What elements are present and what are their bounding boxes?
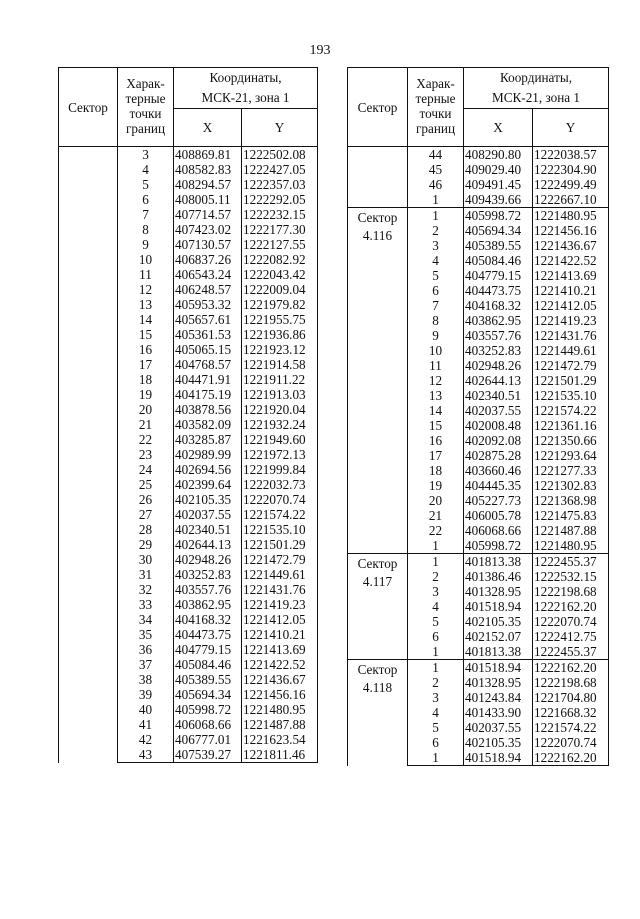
point-cell: 35	[118, 627, 174, 642]
point-cell: 33	[118, 597, 174, 612]
point-cell: 5	[408, 614, 464, 629]
point-cell: 11	[118, 267, 174, 282]
y-cell: 1221422.52	[242, 657, 318, 672]
point-cell: 43	[118, 747, 174, 763]
x-cell: 404768.57	[174, 357, 242, 372]
y-cell: 1222127.55	[242, 237, 318, 252]
x-cell: 407423.02	[174, 222, 242, 237]
y-cell: 1221472.79	[533, 358, 609, 373]
y-cell: 1221487.88	[533, 523, 609, 538]
y-cell: 1222667.10	[533, 192, 609, 208]
y-cell: 1222162.20	[533, 599, 609, 614]
y-cell: 1221487.88	[242, 717, 318, 732]
point-cell: 4	[408, 599, 464, 614]
y-cell: 1222412.75	[533, 629, 609, 644]
x-cell: 403862.95	[464, 313, 533, 328]
x-cell: 404168.32	[174, 612, 242, 627]
header-x: X	[464, 109, 533, 147]
y-cell: 1222532.15	[533, 569, 609, 584]
point-cell: 37	[118, 657, 174, 672]
x-cell: 401328.95	[464, 675, 533, 690]
point-cell: 21	[408, 508, 464, 523]
sector-cell	[348, 660, 408, 766]
x-cell: 404473.75	[464, 283, 533, 298]
x-cell: 405998.72	[464, 208, 533, 224]
point-cell: 32	[118, 582, 174, 597]
y-cell: 1222082.92	[242, 252, 318, 267]
y-cell: 1221412.05	[242, 612, 318, 627]
sector-cell	[348, 208, 408, 554]
point-cell: 1	[408, 660, 464, 676]
x-cell: 403557.76	[464, 328, 533, 343]
x-cell: 407714.57	[174, 207, 242, 222]
y-cell: 1221302.83	[533, 478, 609, 493]
point-cell: 22	[408, 523, 464, 538]
point-cell: 7	[408, 298, 464, 313]
y-cell: 1222455.37	[533, 554, 609, 570]
y-cell: 1221410.21	[533, 283, 609, 298]
x-cell: 408005.11	[174, 192, 242, 207]
x-cell: 401386.46	[464, 569, 533, 584]
y-cell: 1221456.16	[242, 687, 318, 702]
point-cell: 12	[408, 373, 464, 388]
header-char-line: Харак-	[416, 76, 455, 92]
y-cell: 1221911.22	[242, 372, 318, 387]
header-char-line: Харак-	[126, 76, 165, 92]
point-cell: 40	[118, 702, 174, 717]
x-cell: 402989.99	[174, 447, 242, 462]
header-coord-line: МСК-21, зона 1	[201, 90, 290, 105]
y-cell: 1221480.95	[533, 208, 609, 224]
y-cell: 1221811.46	[242, 747, 318, 763]
x-cell: 401518.94	[464, 750, 533, 766]
point-cell: 27	[118, 507, 174, 522]
y-cell: 1221574.22	[242, 507, 318, 522]
header-char-line: точки	[419, 106, 452, 121]
x-cell: 405084.46	[464, 253, 533, 268]
x-cell: 402105.35	[174, 492, 242, 507]
point-cell: 4	[408, 705, 464, 720]
x-cell: 405065.15	[174, 342, 242, 357]
y-cell: 1221436.67	[533, 238, 609, 253]
point-cell: 16	[408, 433, 464, 448]
x-cell: 402340.51	[464, 388, 533, 403]
x-cell: 405227.73	[464, 493, 533, 508]
header-sector: Сектор	[348, 68, 408, 147]
y-cell: 1221574.22	[533, 403, 609, 418]
point-cell: 26	[118, 492, 174, 507]
point-cell: 17	[408, 448, 464, 463]
y-cell: 1221979.82	[242, 297, 318, 312]
header-coord-line: Координаты,	[209, 70, 282, 85]
x-cell: 402008.48	[464, 418, 533, 433]
y-cell: 1221936.86	[242, 327, 318, 342]
x-cell: 406005.78	[464, 508, 533, 523]
header-sector: Сектор	[59, 68, 118, 147]
y-cell: 1222162.20	[533, 750, 609, 766]
x-cell: 404473.75	[174, 627, 242, 642]
y-cell: 1222162.20	[533, 660, 609, 676]
point-cell: 3	[408, 690, 464, 705]
x-cell: 402037.55	[464, 403, 533, 418]
x-cell: 405657.61	[174, 312, 242, 327]
point-cell: 1	[408, 554, 464, 570]
y-cell: 1222070.74	[533, 614, 609, 629]
x-cell: 403582.09	[174, 417, 242, 432]
x-cell: 401813.38	[464, 644, 533, 660]
sector-cell	[59, 147, 118, 763]
y-cell: 1222427.05	[242, 162, 318, 177]
sector-name-line: Сектор	[357, 210, 398, 225]
y-cell: 1222043.42	[242, 267, 318, 282]
x-cell: 405694.34	[174, 687, 242, 702]
x-cell: 408582.83	[174, 162, 242, 177]
y-cell: 1222455.37	[533, 644, 609, 660]
x-cell: 408869.81	[174, 147, 242, 163]
point-cell: 34	[118, 612, 174, 627]
y-cell: 1222499.49	[533, 177, 609, 192]
point-cell: 14	[118, 312, 174, 327]
header-characteristic-points	[408, 68, 464, 147]
point-cell: 6	[408, 283, 464, 298]
x-cell: 402644.13	[464, 373, 533, 388]
x-cell: 405694.34	[464, 223, 533, 238]
table-body-right	[348, 147, 609, 766]
point-cell: 4	[118, 162, 174, 177]
x-cell: 406068.66	[174, 717, 242, 732]
x-cell: 402948.26	[464, 358, 533, 373]
y-cell: 1221923.12	[242, 342, 318, 357]
point-cell: 7	[118, 207, 174, 222]
point-cell: 13	[408, 388, 464, 403]
x-cell: 401328.95	[464, 584, 533, 599]
point-cell: 16	[118, 342, 174, 357]
point-cell: 12	[118, 282, 174, 297]
point-cell: 44	[408, 147, 464, 163]
y-cell: 1221913.03	[242, 387, 318, 402]
x-cell: 408290.80	[464, 147, 533, 163]
point-cell: 4	[408, 253, 464, 268]
point-cell: 2	[408, 675, 464, 690]
point-cell: 6	[408, 735, 464, 750]
x-cell: 402037.55	[174, 507, 242, 522]
table-row	[348, 554, 609, 570]
x-cell: 406777.01	[174, 732, 242, 747]
x-cell: 403285.87	[174, 432, 242, 447]
y-cell: 1221914.58	[242, 357, 318, 372]
point-cell: 19	[408, 478, 464, 493]
y-cell: 1222070.74	[533, 735, 609, 750]
sector-name-line: Сектор	[357, 556, 398, 571]
x-cell: 401813.38	[464, 554, 533, 570]
y-cell: 1221277.33	[533, 463, 609, 478]
x-cell: 407539.27	[174, 747, 242, 763]
table-body-left	[59, 147, 318, 763]
x-cell: 406837.26	[174, 252, 242, 267]
point-cell: 18	[118, 372, 174, 387]
point-cell: 2	[408, 569, 464, 584]
x-cell: 404779.15	[174, 642, 242, 657]
point-cell: 30	[118, 552, 174, 567]
x-cell: 406068.66	[464, 523, 533, 538]
point-cell: 10	[118, 252, 174, 267]
point-cell: 6	[118, 192, 174, 207]
point-cell: 5	[118, 177, 174, 192]
point-cell: 41	[118, 717, 174, 732]
point-cell: 1	[408, 750, 464, 766]
coordinates-table-right	[347, 67, 609, 766]
point-cell: 23	[118, 447, 174, 462]
header-y: Y	[242, 109, 318, 147]
table-row	[348, 208, 609, 224]
y-cell: 1221419.23	[242, 597, 318, 612]
sector-cell	[348, 147, 408, 208]
x-cell: 404175.19	[174, 387, 242, 402]
x-cell: 405953.32	[174, 297, 242, 312]
y-cell: 1222177.30	[242, 222, 318, 237]
x-cell: 404779.15	[464, 268, 533, 283]
x-cell: 401433.90	[464, 705, 533, 720]
sector-cell	[348, 554, 408, 660]
point-cell: 3	[408, 238, 464, 253]
point-cell: 20	[118, 402, 174, 417]
x-cell: 402037.55	[464, 720, 533, 735]
y-cell: 1221449.61	[242, 567, 318, 582]
header-coordinates	[174, 68, 318, 109]
y-cell: 1221920.04	[242, 402, 318, 417]
x-cell: 404471.91	[174, 372, 242, 387]
point-cell: 3	[408, 584, 464, 599]
point-cell: 20	[408, 493, 464, 508]
y-cell: 1221535.10	[242, 522, 318, 537]
point-cell: 45	[408, 162, 464, 177]
coordinates-table-left	[58, 67, 318, 763]
x-cell: 409439.66	[464, 192, 533, 208]
point-cell: 38	[118, 672, 174, 687]
table-row	[59, 147, 318, 163]
point-cell: 28	[118, 522, 174, 537]
y-cell: 1221932.24	[242, 417, 318, 432]
x-cell: 402399.64	[174, 477, 242, 492]
point-cell: 13	[118, 297, 174, 312]
x-cell: 401518.94	[464, 599, 533, 614]
point-cell: 3	[118, 147, 174, 163]
point-cell: 1	[408, 192, 464, 208]
y-cell: 1221949.60	[242, 432, 318, 447]
x-cell: 403862.95	[174, 597, 242, 612]
y-cell: 1221431.76	[242, 582, 318, 597]
point-cell: 6	[408, 629, 464, 644]
point-cell: 17	[118, 357, 174, 372]
point-cell: 15	[118, 327, 174, 342]
x-cell: 402694.56	[174, 462, 242, 477]
x-cell: 402092.08	[464, 433, 533, 448]
x-cell: 403252.83	[174, 567, 242, 582]
x-cell: 402948.26	[174, 552, 242, 567]
y-cell: 1222032.73	[242, 477, 318, 492]
header-char-line: границ	[125, 120, 166, 136]
x-cell: 405998.72	[464, 538, 533, 554]
sector-name-line: Сектор	[357, 662, 398, 677]
y-cell: 1221361.16	[533, 418, 609, 433]
point-cell: 15	[408, 418, 464, 433]
table-row	[348, 660, 609, 676]
y-cell: 1221704.80	[533, 690, 609, 705]
point-cell: 1	[408, 644, 464, 660]
y-cell: 1221412.05	[533, 298, 609, 313]
x-cell: 407130.57	[174, 237, 242, 252]
point-cell: 42	[118, 732, 174, 747]
y-cell: 1221449.61	[533, 343, 609, 358]
x-cell: 402105.35	[464, 735, 533, 750]
point-cell: 14	[408, 403, 464, 418]
point-cell: 10	[408, 343, 464, 358]
header-coordinates	[464, 68, 609, 109]
x-cell: 403878.56	[174, 402, 242, 417]
x-cell: 403252.83	[464, 343, 533, 358]
x-cell: 402340.51	[174, 522, 242, 537]
y-cell: 1221413.69	[242, 642, 318, 657]
y-cell: 1221623.54	[242, 732, 318, 747]
x-cell: 406248.57	[174, 282, 242, 297]
point-cell: 9	[118, 237, 174, 252]
point-cell: 8	[118, 222, 174, 237]
x-cell: 406543.24	[174, 267, 242, 282]
y-cell: 1221501.29	[242, 537, 318, 552]
x-cell: 402105.35	[464, 614, 533, 629]
x-cell: 402644.13	[174, 537, 242, 552]
header-char-line: терные	[125, 91, 166, 107]
point-cell: 46	[408, 177, 464, 192]
y-cell: 1221472.79	[242, 552, 318, 567]
y-cell: 1221668.32	[533, 705, 609, 720]
x-cell: 404445.35	[464, 478, 533, 493]
point-cell: 11	[408, 358, 464, 373]
y-cell: 1221419.23	[533, 313, 609, 328]
header-char-line: терные	[415, 91, 456, 107]
x-cell: 401518.94	[464, 660, 533, 676]
y-cell: 1222009.04	[242, 282, 318, 297]
y-cell: 1222198.68	[533, 675, 609, 690]
point-cell: 25	[118, 477, 174, 492]
table-row	[348, 147, 609, 163]
x-cell: 405389.55	[464, 238, 533, 253]
point-cell: 18	[408, 463, 464, 478]
point-cell: 1	[408, 208, 464, 224]
header-coord-line: Координаты,	[499, 70, 572, 85]
point-cell: 31	[118, 567, 174, 582]
y-cell: 1221436.67	[242, 672, 318, 687]
header-characteristic-points	[118, 68, 174, 147]
y-cell: 1222502.08	[242, 147, 318, 163]
header-coord-line: МСК-21, зона 1	[491, 90, 581, 105]
point-cell: 24	[118, 462, 174, 477]
y-cell: 1222304.90	[533, 162, 609, 177]
header-y: Y	[533, 109, 609, 147]
x-cell: 403557.76	[174, 582, 242, 597]
x-cell: 409491.45	[464, 177, 533, 192]
point-cell: 22	[118, 432, 174, 447]
x-cell: 409029.40	[464, 162, 533, 177]
x-cell: 403660.46	[464, 463, 533, 478]
header-char-line: точки	[129, 106, 162, 121]
y-cell: 1221999.84	[242, 462, 318, 477]
y-cell: 1221350.66	[533, 433, 609, 448]
x-cell: 405084.46	[174, 657, 242, 672]
x-cell: 405998.72	[174, 702, 242, 717]
y-cell: 1222070.74	[242, 492, 318, 507]
y-cell: 1221535.10	[533, 388, 609, 403]
y-cell: 1221413.69	[533, 268, 609, 283]
y-cell: 1221955.75	[242, 312, 318, 327]
point-cell: 21	[118, 417, 174, 432]
y-cell: 1221475.83	[533, 508, 609, 523]
page-number: 193	[309, 43, 331, 58]
y-cell: 1221456.16	[533, 223, 609, 238]
y-cell: 1221574.22	[533, 720, 609, 735]
y-cell: 1221422.52	[533, 253, 609, 268]
y-cell: 1222357.03	[242, 177, 318, 192]
y-cell: 1221410.21	[242, 627, 318, 642]
point-cell: 1	[408, 538, 464, 554]
y-cell: 1221293.64	[533, 448, 609, 463]
header-char-line: границ	[415, 120, 456, 136]
x-cell: 404168.32	[464, 298, 533, 313]
y-cell: 1222198.68	[533, 584, 609, 599]
y-cell: 1221480.95	[242, 702, 318, 717]
sector-name-line: 4.118	[362, 680, 393, 695]
point-cell: 29	[118, 537, 174, 552]
point-cell: 9	[408, 328, 464, 343]
x-cell: 405389.55	[174, 672, 242, 687]
y-cell: 1221501.29	[533, 373, 609, 388]
sector-name-line: 4.117	[362, 574, 393, 589]
y-cell: 1221368.98	[533, 493, 609, 508]
y-cell: 1222292.05	[242, 192, 318, 207]
point-cell: 39	[118, 687, 174, 702]
point-cell: 5	[408, 720, 464, 735]
y-cell: 1221972.13	[242, 447, 318, 462]
point-cell: 2	[408, 223, 464, 238]
y-cell: 1221431.76	[533, 328, 609, 343]
x-cell: 408294.57	[174, 177, 242, 192]
x-cell: 402875.28	[464, 448, 533, 463]
y-cell: 1222232.15	[242, 207, 318, 222]
header-x: X	[174, 109, 242, 147]
point-cell: 19	[118, 387, 174, 402]
y-cell: 1222038.57	[533, 147, 609, 163]
point-cell: 8	[408, 313, 464, 328]
x-cell: 405361.53	[174, 327, 242, 342]
y-cell: 1221480.95	[533, 538, 609, 554]
sector-name-line: 4.116	[362, 228, 393, 243]
point-cell: 5	[408, 268, 464, 283]
point-cell: 36	[118, 642, 174, 657]
x-cell: 402152.07	[464, 629, 533, 644]
x-cell: 401243.84	[464, 690, 533, 705]
